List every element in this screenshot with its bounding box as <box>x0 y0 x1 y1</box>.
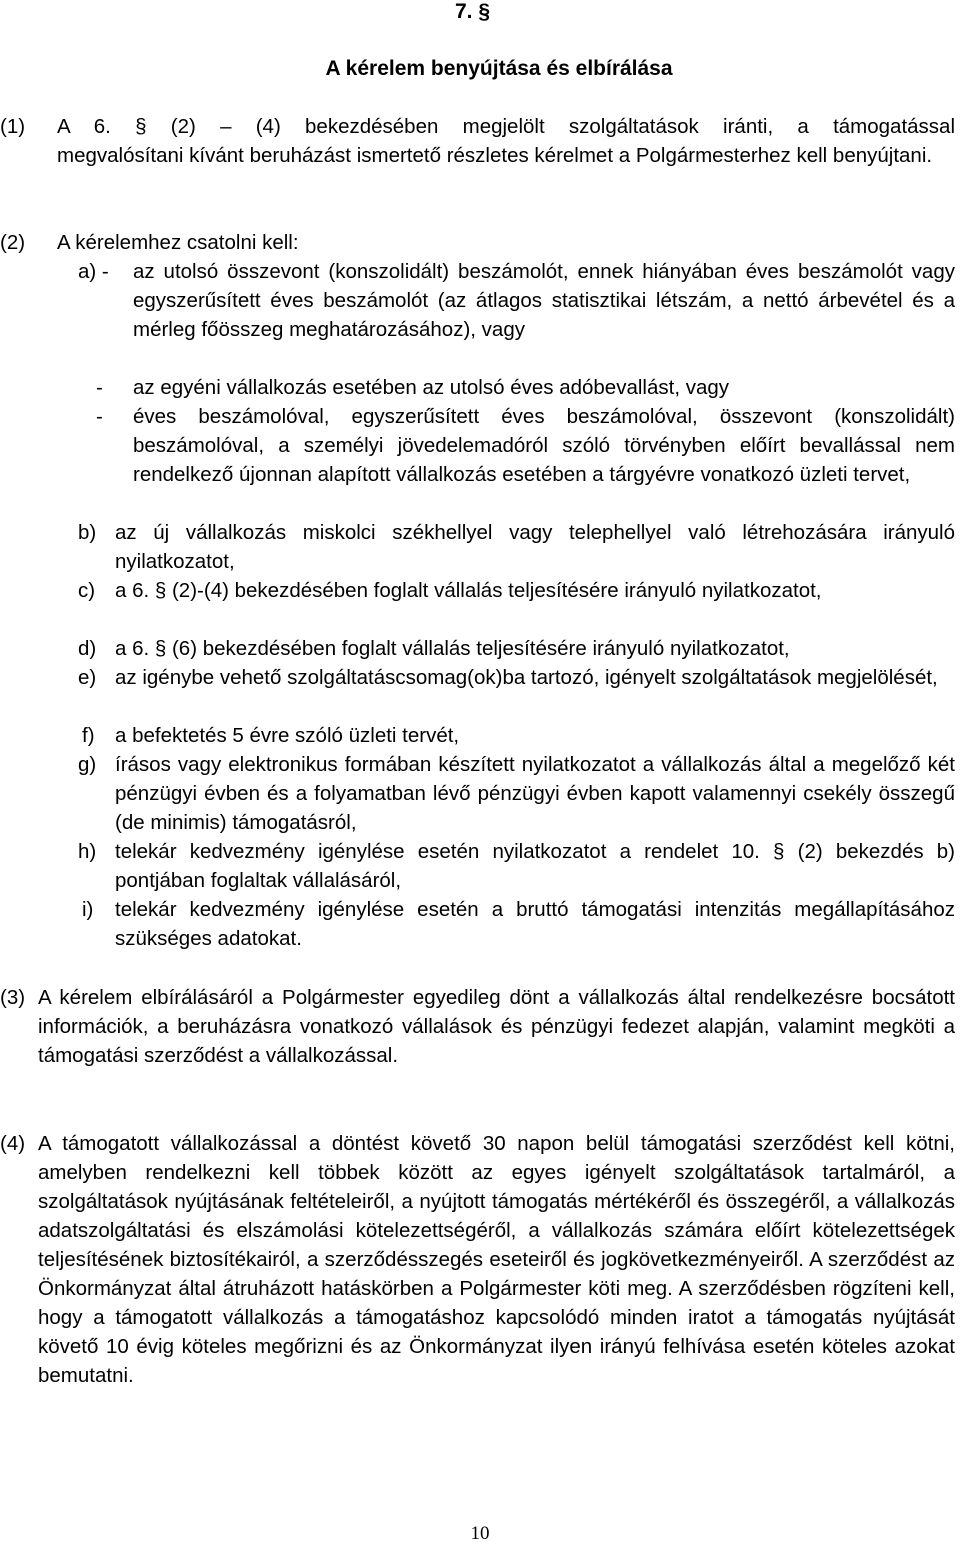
list-item-c-text: a 6. § (2)-(4) bekezdésében foglalt vállalás teljesítésére irányuló nyilatkozatot, <box>115 579 822 602</box>
list-item-a-label: a) - <box>78 260 109 283</box>
list-item-e-label: e) <box>78 666 97 689</box>
paragraph-4-text: A támogatott vállalkozással a döntést követő 30 napon belül támogatási szerződést kell kötni, amelyben rendelkezni kell többek között az egyes igényelt szolgáltatások tartalmáról, a szolgáltatások nyújtásának feltételeiről, a nyújtott támogatás mértékéről és összegéről, a vállalkozás adatszolgáltatási és elszámolási kötelezettségéről, a vállalkozás számára előírt kötelezettségek teljesítésének biztosítékairól, a szerződésszegés eseteiről és jogkövetkezményeiről. A szerződést az Önkormányzat által átruházott hatáskörben a Polgármester köti meg. A szerződésben rögzíteni kell, hogy a támogatott vállalkozás a támogatáshoz kapcsolódó minden iratot a támogatás nyújtását követő 10 évig köteles megőrizni és az Önkormányzat ilyen irányú felhívása esetén köteles azokat bemutatni. <box>38 1132 955 1387</box>
list-item-h <box>78 837 955 895</box>
dash-2-label: - <box>96 376 103 399</box>
paragraph-1-text: megvalósítani kívánt beruházást ismertető részletes kérelmet a Polgármesterhez kell benyújtani. <box>57 144 933 167</box>
paragraph-3-text: A kérelem elbírálásáról a Polgármester egyedileg dönt a vállalkozás által rendelkezésre bocsátott információk, a beruházásra vonatkozó vállalások és pénzügyi fedezet alapján, valamint megköti a támogatási szerződést a vállalkozással. <box>38 986 955 1067</box>
list-item-e-text: az igénybe vehető szolgáltatáscsomag(ok)ba tartozó, igényelt szolgáltatások megjelölését, <box>115 666 938 689</box>
dash-3-label: - <box>96 405 103 428</box>
list-item-h-text: telekár kedvezmény igénylése esetén nyilatkozatot a rendelet 10. § (2) bekezdés b) pontjában foglaltak vállalásáról, <box>115 840 955 892</box>
dash-2-text: az egyéni vállalkozás esetében az utolsó éves adóbevallást, vagy <box>133 376 730 399</box>
section-number: 7. § <box>455 0 491 23</box>
list-item-d-label: d) <box>78 637 97 660</box>
list-item-f <box>78 721 955 750</box>
list-item-i-label: i) <box>82 898 94 921</box>
paragraph-2-label: (2) <box>0 231 26 254</box>
list-item-f-text: a befektetés 5 évre szóló üzleti tervét, <box>115 724 460 747</box>
list-item-d-text: a 6. § (6) bekezdésében foglalt vállalás teljesítésére irányuló nyilatkozatot, <box>115 637 790 660</box>
list-item-d <box>78 634 955 663</box>
list-item-a-dash-3 <box>78 402 955 489</box>
paragraph-4 <box>0 1129 955 1390</box>
paragraph-3-label: (3) <box>0 986 26 1009</box>
list-item-b-text: az új vállalkozás miskolci székhellyel vagy telephellyel való létrehozására irányuló nyilatkozatot, <box>115 521 955 573</box>
paragraph-2 <box>0 228 955 257</box>
list-item-g <box>78 750 955 837</box>
list-item-c <box>78 576 955 605</box>
list-item-a-text: az utolsó összevont (konszolidált) beszámolót, ennek hiányában éves beszámolót vagy egyszerűsített éves beszámolót (az átlagos statisztikai létszám, a nettó árbevétel és a mérleg főösszeg meghatározásához), vagy <box>133 260 955 341</box>
paragraph-4-label: (4) <box>0 1132 26 1155</box>
list-item-g-text: írásos vagy elektronikus formában készített nyilatkozatot a vállalkozás által a megelőző két pénzügyi évben és a folyamatban lévő pénzügyi évben kapott valamennyi csekély összegű (de minimis) támogatásról, <box>115 753 955 834</box>
paragraph-2-intro: A kérelemhez csatolni kell: <box>57 231 299 254</box>
list-item-g-label: g) <box>78 753 97 776</box>
page-number: 10 <box>470 1523 490 1544</box>
list-item-i <box>78 895 955 953</box>
list-item-i-text: telekár kedvezmény igénylése esetén a bruttó támogatási intenzitás megállapításához szükséges adatokat. <box>115 898 955 950</box>
list-item-e <box>78 663 955 692</box>
section-title: A kérelem benyújtása és elbírálása <box>325 57 673 80</box>
list-item-h-label: h) <box>78 840 97 863</box>
list-item-b-label: b) <box>78 521 97 544</box>
list-item-a <box>78 257 955 344</box>
paragraph-1-first-line: A 6. § (2) – (4) bekezdésében megjelölt szolgáltatások iránti, a támogatással <box>57 115 955 138</box>
list-item-c-label: c) <box>78 579 96 602</box>
list-item-f-label: f) <box>82 724 95 747</box>
paragraph-1-label: (1) <box>0 115 26 138</box>
list-item-b <box>78 518 955 576</box>
list-item-a-dash-2 <box>78 373 955 402</box>
dash-3-text: éves beszámolóval, egyszerűsített éves beszámolóval, összevont (konszolidált) beszámolóval, a személyi jövedelemadóról szóló törvényben előírt bevallással nem rendelkező újonnan alapított vállalkozás esetében a tárgyévre vonatkozó üzleti tervet, <box>133 405 955 486</box>
paragraph-3 <box>0 983 955 1070</box>
paragraph-1 <box>0 112 955 170</box>
